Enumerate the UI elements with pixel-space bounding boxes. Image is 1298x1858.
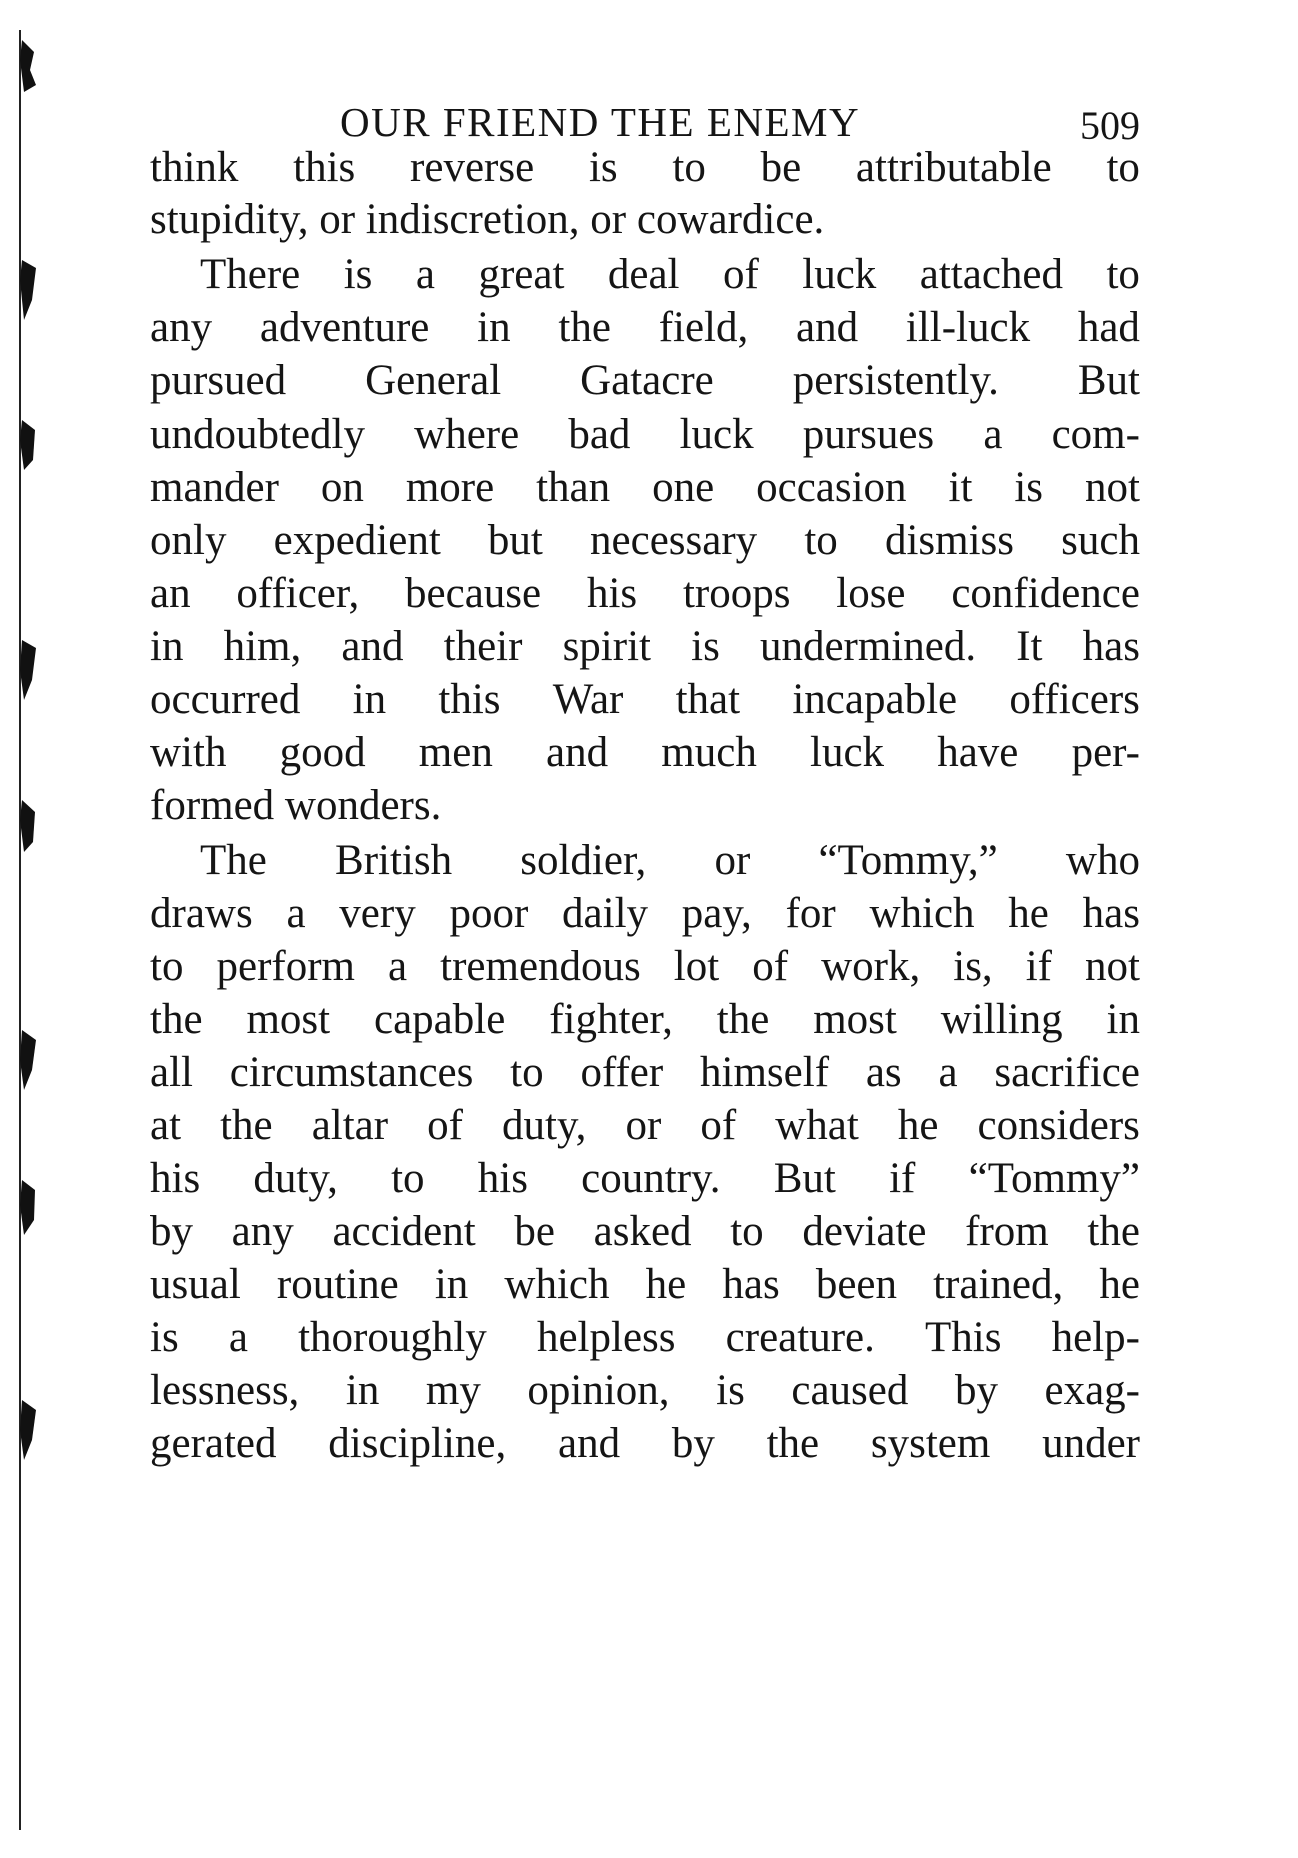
running-head-title: OUR FRIEND THE ENEMY (340, 99, 861, 145)
text-line: formed wonders. (150, 782, 442, 829)
text-line: think this reverse is to be attributable to (150, 144, 1140, 191)
text-line: The British soldier, or “Tommy,” who (200, 837, 1140, 884)
text-line: with good men and much luck have per- (150, 729, 1140, 776)
text-line: mander on more than one occasion it is not (150, 464, 1140, 511)
text-line: any adventure in the field, and ill-luck had (150, 304, 1140, 351)
text-line: is a thoroughly helpless creature. This help- (150, 1314, 1140, 1361)
text-line: draws a very poor daily pay, for which he has (150, 890, 1140, 937)
text-line: by any accident be asked to deviate from the (150, 1208, 1140, 1255)
text-line: undoubtedly where bad luck pursues a com- (150, 411, 1140, 458)
text-line: at the altar of duty, or of what he considers (150, 1102, 1140, 1149)
text-line: gerated discipline, and by the system under (150, 1420, 1140, 1467)
page-number: 509 (1080, 103, 1140, 148)
text-line: There is a great deal of luck attached to (200, 251, 1140, 298)
text-line: in him, and their spirit is undermined. It has (150, 623, 1140, 670)
text-line: lessness, in my opinion, is caused by exag- (150, 1367, 1140, 1414)
text-line: all circumstances to offer himself as a sacrifice (150, 1049, 1140, 1096)
text-line: only expedient but necessary to dismiss such (150, 517, 1140, 564)
page-binding-edge (8, 30, 38, 1830)
text-line: the most capable fighter, the most willing in (150, 996, 1140, 1043)
text-line: his duty, to his country. But if “Tommy” (150, 1155, 1140, 1202)
text-line: usual routine in which he has been trained, he (150, 1261, 1140, 1308)
text-line: an officer, because his troops lose confidence (150, 570, 1140, 617)
text-line: occurred in this War that incapable officers (150, 676, 1140, 723)
text-line: to perform a tremendous lot of work, is, if not (150, 943, 1140, 990)
text-line: pursued General Gatacre persistently. But (150, 357, 1140, 404)
text-line: stupidity, or indiscretion, or cowardice. (150, 196, 825, 243)
